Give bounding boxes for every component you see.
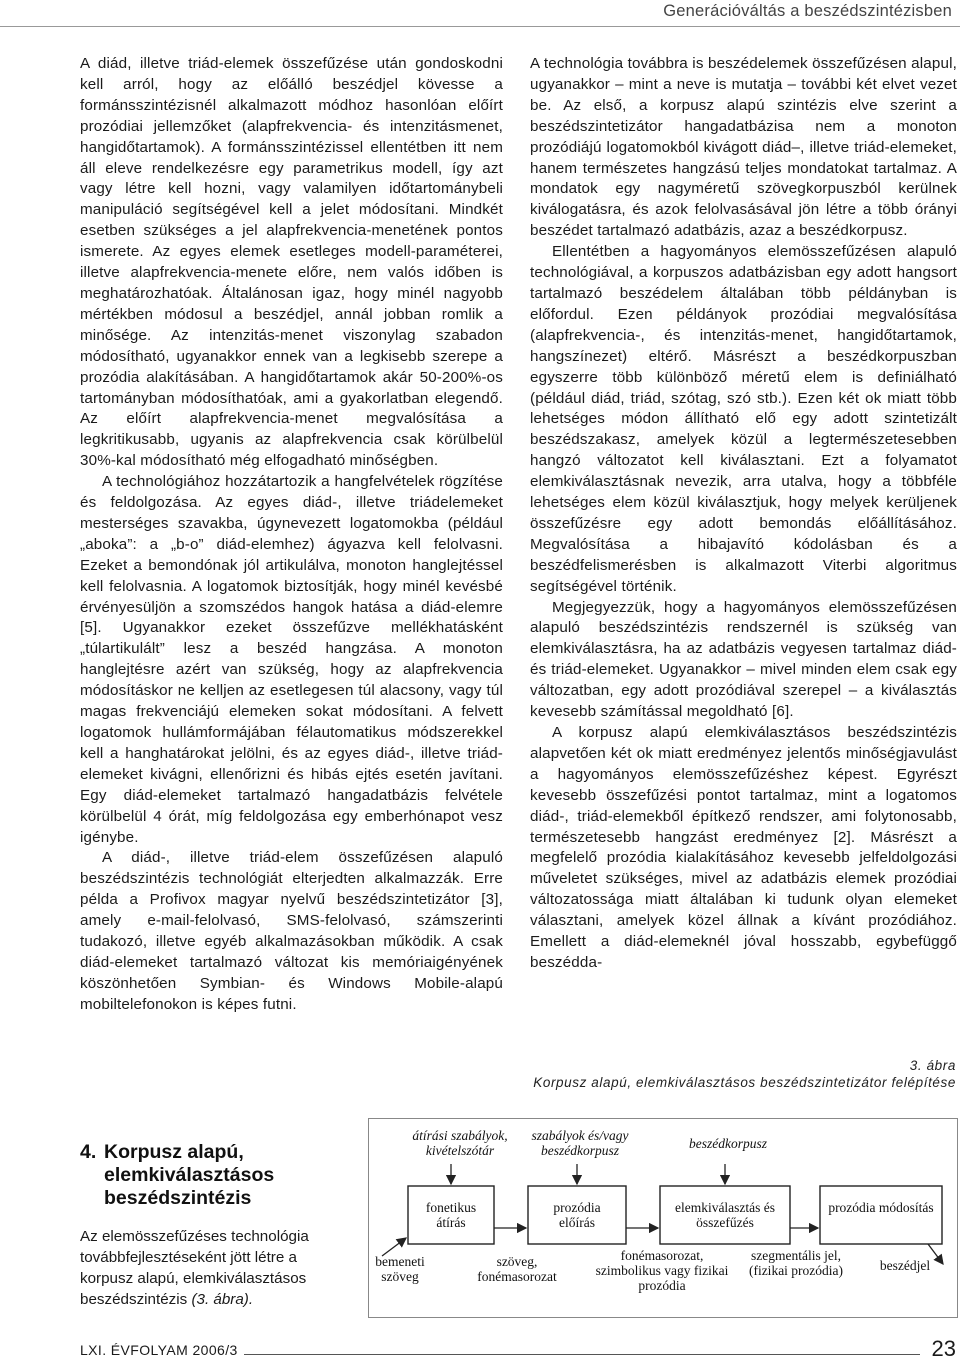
footer-rule — [210, 1354, 920, 1355]
signal-label-phoneme-sequence: szöveg, fonémasorozat — [477, 1254, 557, 1284]
section-intro-text: Az elemösszefűzéses technológia továbbfejlesztéseként jött létre a korpusz alapú, elemkiválasztásos beszédszintézis — [80, 1228, 309, 1308]
section-title-line-1: Korpusz alapú, — [104, 1141, 244, 1163]
right-paragraph-4: A korpusz alapú elemkiválasztásos beszédszintézis alapvetően két ok miatt eredményez jelentős minőségjavulást a hagyományos elemösszefűzéshez képest. Egyrészt kevesebb összefűzési pontot tartalmaz, mint a logatomos diád-, triád-elemekből építkező rendszer, ami folytonosabb, természetesebb hangzást eredményez [2]. Másrészt a megfelelő prozódia kialakításához kevesebb jelfeldolgozási műveletet szükséges, mivel az adatbázis elemek prozódiai változatossága miatt általában ki tudunk olyan elemeket választani, amelyek közel állnak a kívánt prozódiához. Emellett a diád-elemeknél jóval hosszabb, egybefüggő beszédda- — [530, 724, 957, 971]
figure-number: 3. ábra — [909, 1058, 956, 1073]
left-column — [80, 54, 503, 1016]
module-label-prosody-modification: prozódia módosítás — [828, 1200, 934, 1215]
section-title-line-2: elemkiválasztásos — [104, 1164, 275, 1186]
left-paragraph-1: A diád, illetve triád-elemek összefűzése után gondoskodni kell arról, hogy az előálló beszédjel kövesse a formánsszintézisnél alkalmazott módhoz hasonlóan előírt prozódiai jellemzőket (alapfrekvencia- és intenzitásmenet, hangidőtartamok). A formánsszintézissel ellentétben itt nem áll eleve rendelkezésre egy parametrikus modell, így azt vagy létre kell hozni, vagy valamilyen időtartománybeli manipuláció segítségével kell a jelet módosítani. Mindkét esetben szükséges a jel alapfrekvencia-menetének pontos ismerete. Az egyes elemek esetleges modell-paraméterei, illetve alapfrekvencia-menete előre, nem valós időben is meghatározhatóak. Általánosan igaz, hogy minél nagyobb mértékben módosul a beszédjel, annál jobban romlik a minősége. Az intenzitás-menet viszonylag szabadon módosítható, ugyanakkor ennek van a legkisebb szerepe a prozódia alakításában. A hangidőtartamok akár 50-200%-os tartományban módosíthatóak, ami a gyakorlatban elegendő. Az előírt alapfrekvencia-menet megvalósítása a legkritikusabb, ugyanis az alapfrekvencia csak körülbelül 30%-kal módosítható még elfogadható minőségben. — [80, 55, 503, 470]
figure-reference: (3. ábra). — [191, 1291, 254, 1308]
resource-label-rules-or-corpus: szabályok és/vagy beszédkorpusz — [531, 1128, 629, 1158]
signal-label-speech-output: beszédjel — [879, 1258, 931, 1273]
right-paragraph-2: Ellentétben a hagyományos elemösszefűzésen alapuló technológiával, a korpuszos adatbázisban egy adott hangsort tartalmazó beszédelem általában több példányban is előfordul. Ezen példányok prozódiai megvalósítása (alapfrekvencia-, és intenzitás-menet, hangidőtartamok, hangszínezet) eltérő. Másrészt a beszédkorpuszban egyszerre több különböző méretű elem is definiálható (például diád, triád, szótag, szó stb.). Ezen két ok miatt több lehetséges módon állítható elő egy adott szintetizált beszédszakasz, amelyek közül a legtermészetesebben hangzó változatot kell kiválasztani. Ezt a folyamatot elemkiválasztásnak nevezik, arra utalva, hogy a többféle lehetséges elem közül kiválasztjuk, hogy melyek kerüljenek összefűzésre egy adott bemondás előállításához. Megvalósítása a hibajavító kódolásban és a beszédfelismerésben is alkalmazott Viterbi algoritmus segítségével történik. — [530, 243, 957, 595]
page-number: 23 — [926, 1336, 956, 1362]
page-footer — [0, 1338, 960, 1363]
module-label-unit-selection: elemkiválasztás és összefűzés — [674, 1200, 776, 1230]
left-paragraph-3: A diád-, illetve triád-elem összefűzésen alapuló beszédszintézis technológiát elterjedten alkalmazzák. Erre példa a Profivox magyar nyelvű beszédszintetizátor [3], amely e-mail-felolvasó, SMS-felolvasó, számszerinti tudakozó, illetve egyéb alkalmazásokban működik. A csak diád-elemeket tartalmazó változat kis memóriaigényének köszönhetően Symbian- és Windows Mobile-alapú mobiltelefonokon is képes futni. — [80, 849, 503, 1013]
section-title-line-3: beszédszintézis — [104, 1187, 252, 1209]
section-heading — [80, 1141, 350, 1210]
running-header — [0, 0, 960, 30]
figure-caption — [526, 1058, 956, 1091]
right-column — [530, 54, 957, 974]
synthesizer-diagram — [368, 1118, 958, 1318]
header-title: Generációváltás a beszédszintézisben — [653, 2, 952, 21]
footer-journal: LXI. ÉVFOLYAM 2006/3 — [80, 1342, 244, 1358]
signal-label-segmental-signal: szegmentális jel, (fizikai prozódia) — [748, 1248, 844, 1278]
module-box-prosody-modification — [820, 1186, 942, 1244]
module-label-phonetic-transcription: fonetikus átírás — [425, 1200, 477, 1230]
signal-label-input-text: bemeneti szöveg — [375, 1254, 425, 1284]
resource-label-speech-corpus: beszédkorpusz — [689, 1136, 767, 1151]
left-paragraph-2: A technológiához hozzátartozik a hangfelvételek rögzítése és feldolgozása. Az egyes diád-, illetve triádelemeket mesterséges szavakba, úgynevezett logatomokba (például „aboka”: a „b-o” diád-elemhez) ágyazva kell felolvasni. Ezeket a bemondónak jól artikulálva, monoton hanglejtéssel kell felolvasnia. A logatomok biztosítják, hogy minél kevésbé érvényesüljön a szomszédos hangok hatása a diád-elemre [5]. Ugyanakkor ezeket összefűzve mellékhatásként „túlartikulált” lesz a beszéd hangzása. A monoton hanglejtésre azért van szükség, hogy az alapfrekvencia módosításkor ne kelljen az esetlegesen túl alacsony, vagy túl magas frekvenciájú elemeken sokat módosítani. A felvett logatomok hullámformájában félautomatikus módszerekkel kell a hanghatárokat jelölni, és az egyes diád-, illetve triád-elemeket kivágni, ellenőrizni és hibás ejtés esetén javítani. Egy diád-elemeket tartalmazó hangadatbázis felvétele körülbelül 4 órát, míg feldolgozása egy emberhónapot vesz igénybe. — [80, 473, 503, 846]
signal-label-symbolic-prosody: fonémasorozat, szimbolikus vagy fizikai prozódia — [595, 1248, 729, 1293]
module-label-prosody-prescription: prozódia előírás — [553, 1200, 601, 1230]
right-paragraph-1: A technológia továbbra is beszédelemek összefűzésen alapul, ugyanakkor – mint a neve is mutatja – további két elvet vezet be. Az első, a korpusz alapú szintézis elve szerint a beszédszintetizátor hangadatbázisa nem a monoton prozódiájú logatomokból kivágott diád–, illetve triád-elemeket, hanem természetes hangzású teljes mondatokat tartalmaz. A mondatok egy nagyméretű szövegkorpuszból kerülnek kiválogatásra, és azok felolvasásával jön létre a több órányi beszédet tartalmazó adatbázis, azaz a beszédkorpusz. — [530, 55, 957, 240]
section-intro — [80, 1226, 350, 1310]
section-number: 4. — [80, 1141, 97, 1163]
right-paragraph-3: Megjegyezzük, hogy a hagyományos elemösszefűzésen alapuló beszédszintézis rendszernél is szükség van elemkiválasztásra, ha az adatbázis vegyesen tartalmaz diád- és triád-elemeket. Ugyanakkor – mivel minden elem csak egy változatban, egy adott prozódiával szerepel – a kiválasztás kevesebb számítással megoldható [6]. — [530, 598, 957, 721]
resource-label-transcription-rules: átírási szabályok, kivételszótár — [412, 1128, 508, 1158]
header-rule — [0, 26, 960, 27]
figure-caption-text: Korpusz alapú, elemkiválasztásos beszédszintetizátor felépítése — [533, 1074, 956, 1090]
